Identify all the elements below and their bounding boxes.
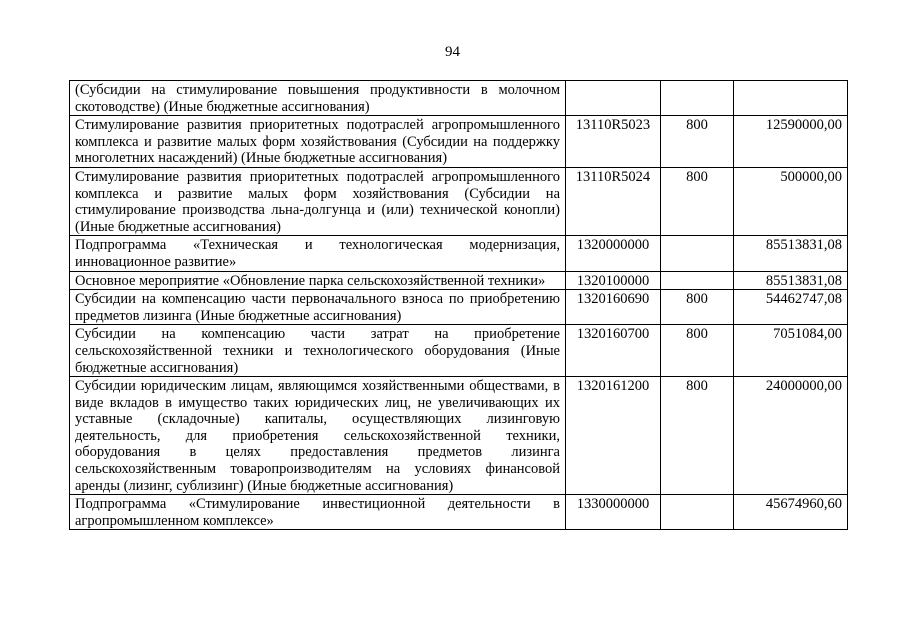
row-code: 1320160690 (566, 290, 661, 325)
row-code: 1330000000 (566, 495, 661, 530)
row-amount: 24000000,00 (734, 377, 848, 495)
row-description: Подпрограмма «Техническая и технологическая модернизация, инновационное развитие» (70, 236, 566, 271)
row-code: 1320160700 (566, 325, 661, 377)
table-row (70, 167, 848, 235)
table-row (70, 377, 848, 495)
row-description: Подпрограмма «Стимулирование инвестиционной деятельности в агропромышленном комплексе» (70, 495, 566, 530)
row-expense-type (661, 495, 734, 530)
row-expense-type: 800 (661, 116, 734, 168)
row-amount: 54462747,08 (734, 290, 848, 325)
row-code: 1320000000 (566, 236, 661, 271)
row-description: (Субсидии на стимулирование повышения продуктивности в молочном скотоводстве) (Иные бюджетные ассигнования) (70, 81, 566, 116)
row-description: Стимулирование развития приоритетных подотраслей агропромышленного комплекса и развитие малых форм хозяйствования (Субсидии на стимулирование производства льна-долгунца и (или) технической конопли) (Иные бюджетные ассигнования) (70, 167, 566, 235)
row-expense-type (661, 236, 734, 271)
row-expense-type: 800 (661, 377, 734, 495)
row-description: Субсидии на компенсацию части затрат на приобретение сельскохозяйственной техники и технологического оборудования (Иные бюджетные ассигнования) (70, 325, 566, 377)
row-expense-type: 800 (661, 290, 734, 325)
row-amount: 12590000,00 (734, 116, 848, 168)
row-code: 13110R5024 (566, 167, 661, 235)
row-expense-type (661, 271, 734, 290)
budget-table (69, 80, 848, 530)
table-row (70, 290, 848, 325)
table-row (70, 236, 848, 271)
row-amount: 85513831,08 (734, 236, 848, 271)
row-expense-type: 800 (661, 167, 734, 235)
row-description: Основное мероприятие «Обновление парка сельскохозяйственной техники» (70, 271, 566, 290)
row-amount: 7051084,00 (734, 325, 848, 377)
row-description: Стимулирование развития приоритетных подотраслей агропромышленного комплекса и развитие малых форм хозяйствования (Субсидии на поддержку многолетних насаждений) (Иные бюджетные ассигнования) (70, 116, 566, 168)
table-row (70, 81, 848, 116)
row-amount (734, 81, 848, 116)
row-description: Субсидии юридическим лицам, являющимся хозяйственными обществами, в виде вкладов в имущество таких юридических лиц, не увеличивающих их уставные (складочные) капиталы, осуществляющих лизинговую деятельность, для приобретения сельскохозяйственной техники, оборудования в целях предоставления предметов лизинга сельскохозяйственным товаропроизводителям на условиях финансовой аренды (лизинг, сублизинг) (Иные бюджетные ассигнования) (70, 377, 566, 495)
row-amount: 45674960,60 (734, 495, 848, 530)
table-row (70, 271, 848, 290)
table-row (70, 495, 848, 530)
page-number: 94 (445, 44, 460, 60)
row-amount: 85513831,08 (734, 271, 848, 290)
row-code (566, 81, 661, 116)
table-row (70, 325, 848, 377)
row-description: Субсидии на компенсацию части первоначального взноса по приобретению предметов лизинга (Иные бюджетные ассигнования) (70, 290, 566, 325)
row-code: 1320161200 (566, 377, 661, 495)
row-expense-type: 800 (661, 325, 734, 377)
row-code: 1320100000 (566, 271, 661, 290)
row-expense-type (661, 81, 734, 116)
table-row (70, 116, 848, 168)
row-code: 13110R5023 (566, 116, 661, 168)
row-amount: 500000,00 (734, 167, 848, 235)
